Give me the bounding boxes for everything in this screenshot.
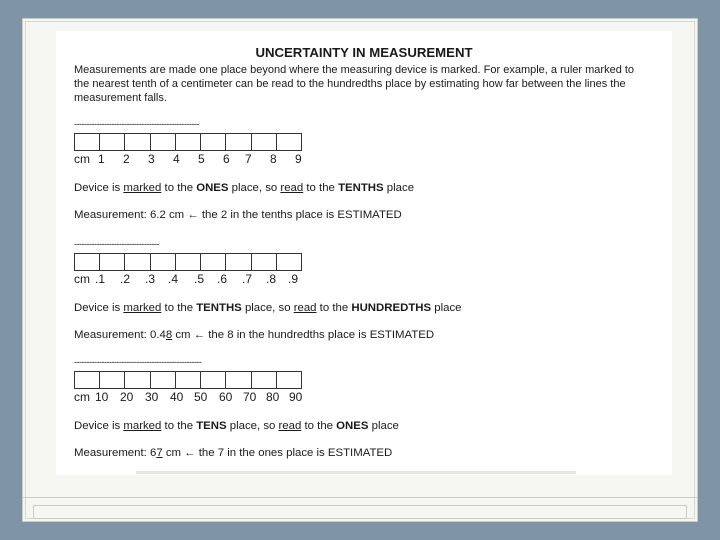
dash-separator: ---------------------------------- bbox=[74, 239, 159, 249]
tick-label: 9 bbox=[295, 152, 302, 166]
measurement-ones: Measurement: 6.2 cm ← the 2 in the tenths place is ESTIMATED bbox=[74, 209, 402, 221]
dash-separator: -------------------------------------------------- bbox=[74, 119, 199, 129]
slide-footer-box bbox=[33, 505, 687, 519]
cropped-text-remnant bbox=[136, 471, 576, 474]
tick-label: 40 bbox=[170, 390, 184, 404]
ruler-ones bbox=[74, 133, 302, 151]
tick-label: 8 bbox=[270, 152, 277, 166]
ruler-tens bbox=[74, 371, 302, 389]
measurement-tenths: Measurement: 0.48 cm ← the 8 in the hundredths place is ESTIMATED bbox=[74, 329, 435, 341]
tick-label: 6 bbox=[223, 152, 230, 166]
tick-label: .5 bbox=[194, 272, 205, 286]
tick-label: 7 bbox=[245, 152, 252, 166]
tick-label: 70 bbox=[243, 390, 257, 404]
tick-label: 90 bbox=[289, 390, 303, 404]
ruler-tenths bbox=[74, 253, 302, 271]
device-statement-tens: Device is marked to the TENS place, so read to the ONES place bbox=[74, 420, 399, 432]
tick-label: .4 bbox=[168, 272, 179, 286]
tick-label: .2 bbox=[120, 272, 131, 286]
tick-label: 3 bbox=[148, 152, 155, 166]
measurement-tens: Measurement: 67 cm ← the 7 in the ones place is ESTIMATED bbox=[74, 447, 393, 459]
tick-label: .1 bbox=[95, 272, 106, 286]
device-statement-tenths: Device is marked to the TENTHS place, so read to the HUNDREDTHS place bbox=[74, 302, 462, 314]
intro-paragraph bbox=[74, 63, 634, 105]
tick-label: 20 bbox=[120, 390, 134, 404]
tick-label: .7 bbox=[242, 272, 253, 286]
intro-line: Measurements are made one place beyond where the measuring device is marked. For example, a ruler marked to bbox=[74, 64, 635, 76]
dash-separator: --------------------------------------------------- bbox=[74, 357, 202, 367]
tick-label: .6 bbox=[217, 272, 228, 286]
tick-label: 30 bbox=[145, 390, 159, 404]
document-image bbox=[56, 31, 672, 475]
tick-label: 60 bbox=[219, 390, 233, 404]
intro-line: measurement falls. bbox=[74, 92, 167, 104]
ruler-unit-label: cm bbox=[74, 390, 90, 404]
tick-label: .3 bbox=[145, 272, 156, 286]
tick-label: 2 bbox=[123, 152, 130, 166]
ruler-unit-label: cm bbox=[74, 152, 90, 166]
document-title: UNCERTAINTY IN MEASUREMENT bbox=[255, 45, 473, 60]
tick-label: 50 bbox=[194, 390, 208, 404]
tick-label: 5 bbox=[198, 152, 205, 166]
device-statement-ones: Device is marked to the ONES place, so read to the TENTHS place bbox=[74, 182, 415, 194]
tick-label: 1 bbox=[98, 152, 105, 166]
tick-label: .8 bbox=[266, 272, 277, 286]
tick-label: 10 bbox=[95, 390, 109, 404]
intro-line: the nearest tenth of a centimeter can be read to the hundredths place by estimating how far between the lines the bbox=[74, 78, 626, 90]
tick-label: 80 bbox=[266, 390, 280, 404]
tick-label: .9 bbox=[288, 272, 299, 286]
ruler-unit-label: cm bbox=[74, 272, 90, 286]
tick-label: 4 bbox=[173, 152, 180, 166]
slide-bottom-rule bbox=[23, 497, 697, 498]
